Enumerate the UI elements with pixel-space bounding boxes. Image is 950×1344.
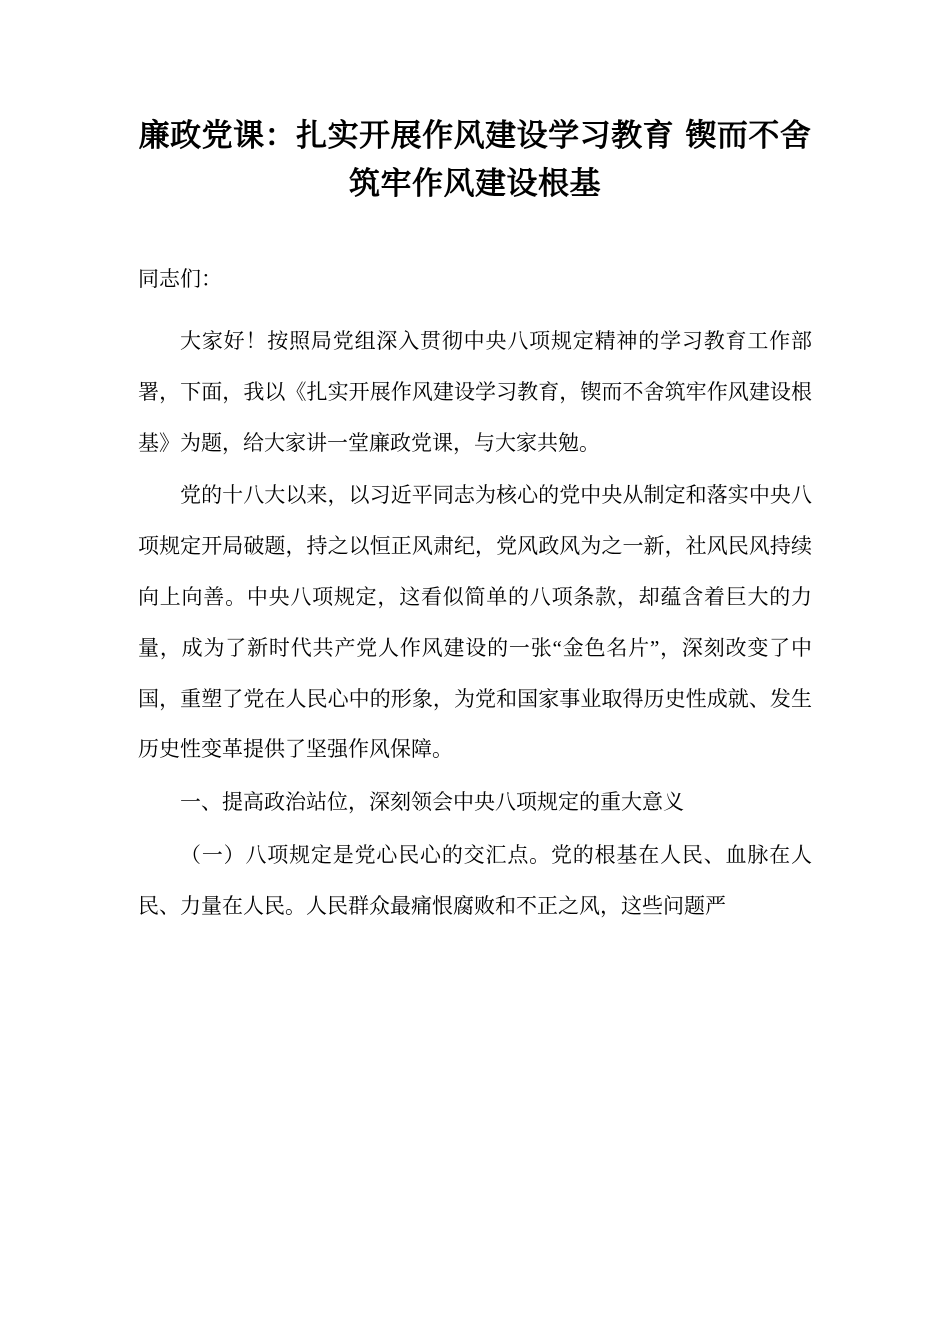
body-paragraph-2: 党的十八大以来，以习近平同志为核心的党中央从制定和落实中央八项规定开局破题，持之以恒正风肃纪，党风政风为之一新，社风民风持续向上向善。中央八项规定，这看似简单的八项条款，却蕴含着巨大的力量，成为了新时代共产党人作风建设的一张“金色名片”，深刻改变了中国，重塑了党在人民心中的形象，为党和国家事业取得历史性成就、发生历史性变革提供了坚强作风保障。: [138, 483, 812, 762]
body-paragraph-3: （一）八项规定是党心民心的交汇点。党的根基在人民、血脉在人民、力量在人民。人民群众最痛恨腐败和不正之风，这些问题严: [138, 843, 812, 918]
page-title: 廉政党课：扎实开展作风建设学习教育 锲而不舍筑牢作风建设根基: [138, 118, 812, 203]
salutation: 同志们：: [138, 267, 222, 292]
body-paragraph-1: 大家好！按照局党组深入贯彻中央八项规定精神的学习教育工作部署，下面，我以《扎实开展作风建设学习教育，锲而不舍筑牢作风建设根基》为题，给大家讲一堂廉政党课，与大家共勉。: [138, 328, 812, 455]
section-heading-1: 一、提高政治站位，深刻领会中央八项规定的重大意义: [180, 790, 684, 815]
